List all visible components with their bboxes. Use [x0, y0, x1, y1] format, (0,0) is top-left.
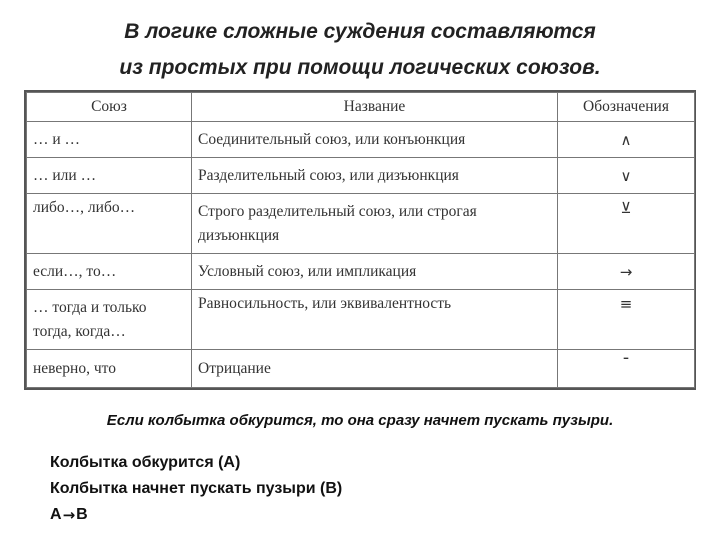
header-name: Название: [192, 93, 558, 122]
row-conjunction: неверно, что: [27, 350, 192, 388]
formula-right: В: [76, 506, 88, 523]
implication-formula: [50, 502, 342, 528]
equivalence-symbol: ≡: [558, 290, 695, 350]
table-row: [27, 254, 695, 290]
logic-connectives-table: [24, 90, 696, 390]
implication-symbol: →: [558, 254, 695, 290]
row-name: Строго разделительный союз, или строгая дизъюнкция: [192, 194, 558, 254]
title-line-1: В логике сложные суждения составляются: [124, 20, 596, 43]
row-conjunction: … или …: [27, 158, 192, 194]
arrow-icon: →: [62, 506, 76, 524]
strict-disjunction-symbol: ⊻: [558, 194, 695, 254]
disjunction-symbol: ∨: [558, 158, 695, 194]
statement-b: Колбытка начнет пускать пузыри (В): [50, 480, 343, 497]
table-row: [27, 194, 695, 254]
row-conjunction: … и …: [27, 122, 192, 158]
table-row: [27, 290, 695, 350]
row-name: Разделительный союз, или дизъюнкция: [192, 158, 558, 194]
row-conjunction: … тогда и только тогда, когда…: [27, 290, 192, 350]
row-conjunction: либо…, либо…: [27, 194, 192, 254]
conjunction-symbol: ∧: [558, 122, 695, 158]
title-line-2: из простых при помощи логических союзов.: [119, 56, 601, 79]
row-conjunction: если…, то…: [27, 254, 192, 290]
row-name: Условный союз, или импликация: [192, 254, 558, 290]
table-row: [27, 350, 695, 388]
statement-a: Колбытка обкурится (А): [50, 454, 241, 471]
header-notation: Обозначения: [558, 93, 695, 122]
table-row: [27, 158, 695, 194]
row-name: Соединительный союз, или конъюнкция: [192, 122, 558, 158]
example-breakdown: [50, 450, 342, 528]
row-name: Отрицание: [192, 350, 558, 388]
row-name: Равносильность, или эквивалентность: [192, 290, 558, 350]
example-sentence: Если колбытка обкурится, то она сразу начнет пускать пузыри.: [106, 412, 614, 429]
slide-title: [0, 14, 720, 86]
negation-symbol: ¯: [558, 350, 695, 388]
table-header-row: [27, 93, 695, 122]
table-row: [27, 122, 695, 158]
formula-left: А: [50, 506, 62, 523]
header-conjunction: Союз: [27, 93, 192, 122]
